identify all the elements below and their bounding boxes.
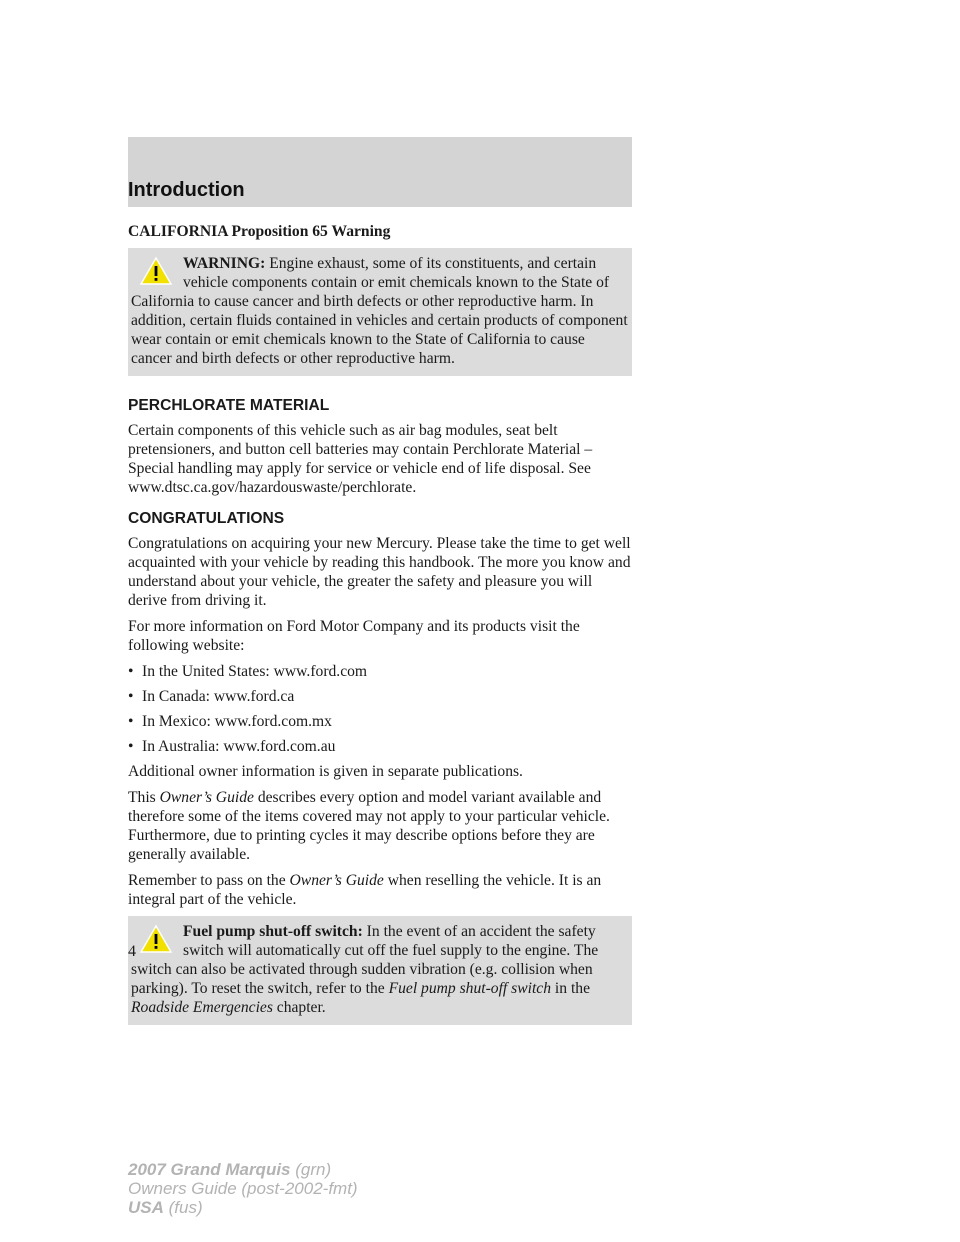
prop65-heading: CALIFORNIA Proposition 65 Warning bbox=[128, 223, 391, 240]
footer-line-1: 2007 Grand Marquis (grn) bbox=[128, 1160, 332, 1179]
warning-triangle-icon bbox=[139, 924, 173, 954]
website-list bbox=[128, 662, 632, 756]
chapter-title: Introduction bbox=[128, 179, 245, 201]
list-item: • In Australia: www.ford.com.au bbox=[128, 738, 336, 755]
page-number: 4 bbox=[128, 943, 136, 960]
fuel-pump-warning-box: Fuel pump shut-off switch: In the event of an accident the safety switch will automatically cut off the fuel supply to the engine. The switch can also be activated through sudden vibration (e.g. collision when parking). To reset the switch, refer to the Fuel pump shut-off switch in the Roadside Emergencies chapter. bbox=[128, 916, 632, 1025]
list-item: • In Mexico: www.ford.com.mx bbox=[128, 713, 332, 730]
perchlorate-heading: PERCHLORATE MATERIAL bbox=[128, 397, 330, 414]
congrats-paragraph-2: For more information on Ford Motor Company and its products visit the following website: bbox=[128, 618, 580, 654]
bullet-icon: • bbox=[128, 663, 134, 680]
prop65-warning-box bbox=[128, 248, 632, 376]
perchlorate-text: Certain components of this vehicle such as air bag modules, seat belt pretensioners, and button cell batteries may contain Perchlorate Material – Special handling may apply for service or vehicle end of life disposal. See www.dtsc.ca.gov/hazardouswaste/perchlorate. bbox=[128, 422, 593, 496]
document-footer bbox=[128, 1160, 358, 1217]
bullet-icon: • bbox=[128, 738, 134, 755]
list-item: • In the United States: www.ford.com bbox=[128, 663, 368, 680]
congrats-paragraph-4: This Owner’s Guide describes every option and model variant available and therefore some of the items covered may not apply to your particular vehicle. Furthermore, due to printing cycles it may describe options before they are generally available. bbox=[128, 789, 610, 863]
congratulations-heading: CONGRATULATIONS bbox=[128, 510, 285, 527]
warning-label: WARNING: bbox=[183, 255, 266, 272]
congrats-paragraph-3: Additional owner information is given in separate publications. bbox=[128, 763, 523, 780]
fuel-pump-label: Fuel pump shut-off switch: bbox=[183, 923, 363, 940]
page-content bbox=[128, 222, 632, 1035]
warning-text: Engine exhaust, some of its constituents, and certain vehicle components contain or emit chemicals known to the State of California to cause cancer and birth defects or other reproductive harm. In addition, certain fluids contained in vehicles and certain products of component wear contain or emit chemicals known to the State of California to cause cancer and birth defects or other reproductive harm. bbox=[131, 255, 628, 367]
list-item: • In Canada: www.ford.ca bbox=[128, 688, 295, 705]
congrats-paragraph-1: Congratulations on acquiring your new Mercury. Please take the time to get well acquainted with your vehicle by reading this handbook. The more you know and understand about your vehicle, the greater the safety and pleasure you will derive from driving it. bbox=[128, 535, 631, 609]
footer-line-2: Owners Guide (post-2002-fmt) bbox=[128, 1179, 358, 1198]
bullet-icon: • bbox=[128, 688, 134, 705]
chapter-header-band bbox=[128, 137, 632, 207]
footer-line-3: USA (fus) bbox=[128, 1198, 203, 1217]
bullet-icon: • bbox=[128, 713, 134, 730]
congrats-paragraph-5: Remember to pass on the Owner’s Guide when reselling the vehicle. It is an integral part of the vehicle. bbox=[128, 872, 602, 908]
warning-triangle-icon bbox=[139, 256, 173, 286]
